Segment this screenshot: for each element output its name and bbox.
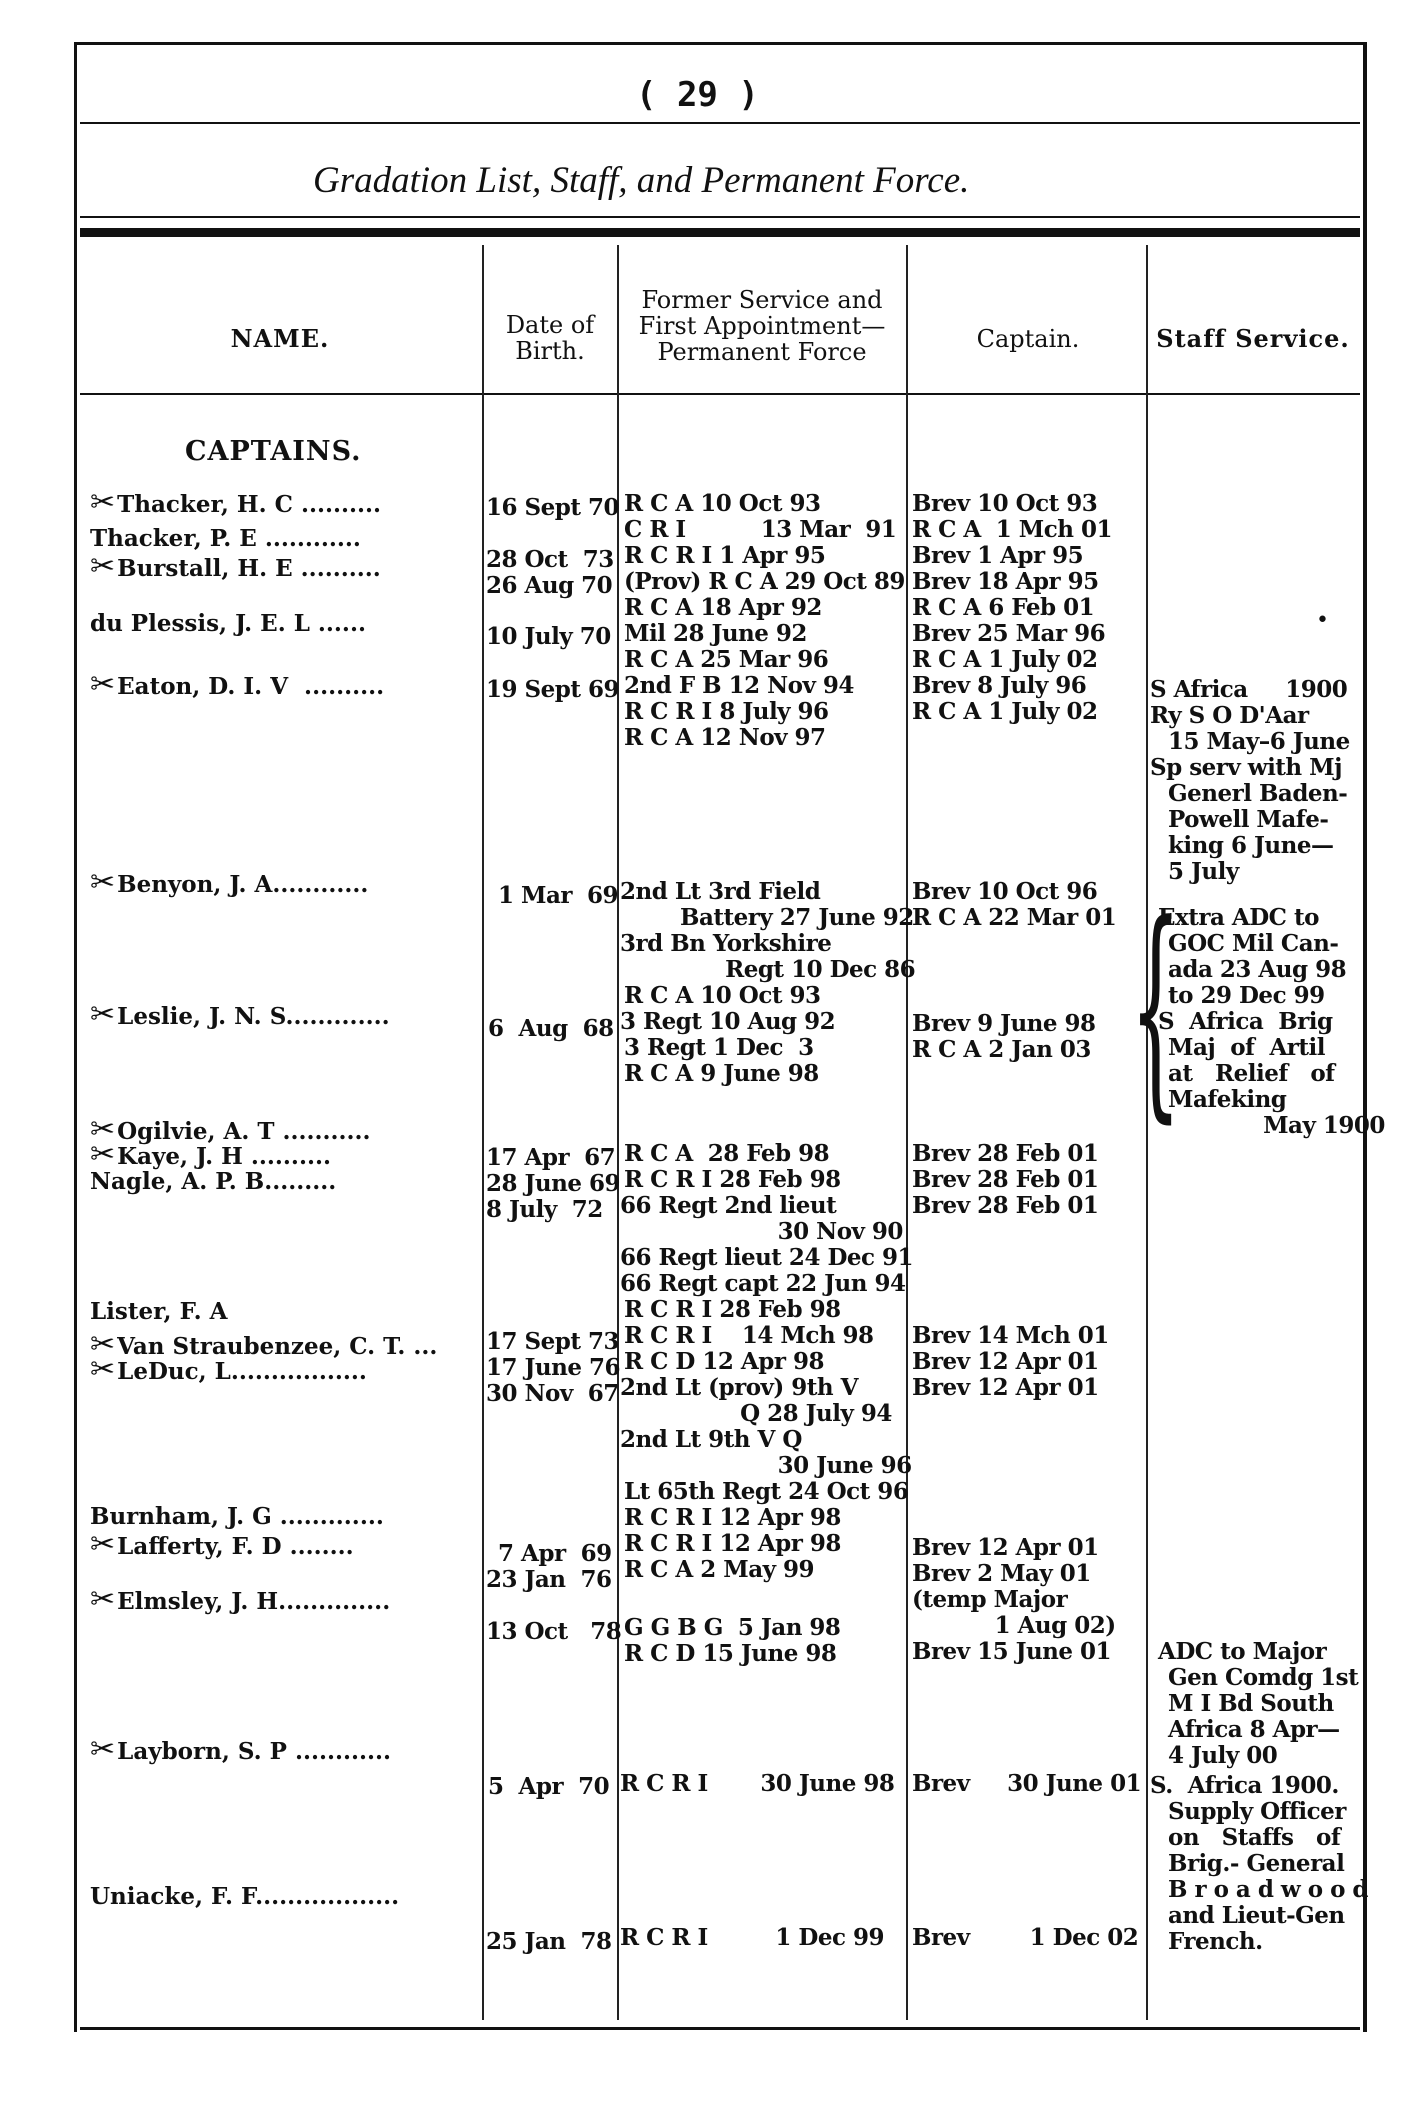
list-item xyxy=(90,485,382,520)
scissors-icon: ✂ xyxy=(90,1352,116,1387)
former-service-line: R C D 12 Apr 98 xyxy=(624,1348,824,1375)
staff-service-line: Powell Mafe- xyxy=(1168,806,1329,833)
former-service-line: 66 Regt 2nd lieut xyxy=(620,1192,837,1219)
officer-name: Lister, F. A xyxy=(90,1298,228,1325)
staff-service-line: 4 July 00 xyxy=(1168,1742,1278,1769)
list-item xyxy=(90,1352,367,1387)
captain-line: Brev 1 Dec 02 xyxy=(912,1924,1139,1951)
subtitle-thick-rule xyxy=(80,228,1360,237)
staff-service-line: May 1900 xyxy=(1158,1112,1385,1139)
captain-line: (temp Major xyxy=(912,1586,1068,1613)
former-service-line: R C A 18 Apr 92 xyxy=(624,594,822,621)
bullet-mark: • xyxy=(1316,608,1329,633)
captain-line: Brev 15 June 01 xyxy=(912,1638,1112,1665)
scissors-icon: ✂ xyxy=(90,1327,116,1362)
captain-line: R C A 22 Mar 01 xyxy=(912,904,1117,931)
birth-date: 10 July 70 xyxy=(486,623,611,650)
birth-date: 19 Sept 69 xyxy=(486,676,619,703)
staff-service-line: to 29 Dec 99 xyxy=(1168,982,1325,1009)
list-item xyxy=(90,997,390,1032)
captain-line: R C A 1 July 02 xyxy=(912,698,1098,725)
birth-date: 1 Mar 69 xyxy=(498,882,619,909)
staff-service-line: French. xyxy=(1168,1928,1263,1955)
birth-date: 23 Jan 76 xyxy=(486,1566,612,1593)
officer-name: Kaye, J. H xyxy=(117,1143,243,1170)
staff-service-line: ada 23 Aug 98 xyxy=(1168,956,1347,983)
page-subtitle: Gradation List, Staff, and Permanent Force. xyxy=(313,160,970,201)
former-service-line: R C D 15 June 98 xyxy=(624,1640,837,1667)
captain-line: Brev 8 July 96 xyxy=(912,672,1087,699)
staff-service-line: at Relief of xyxy=(1168,1060,1335,1087)
group-brace: { xyxy=(1130,876,1182,1143)
captain-line: R C A 1 Mch 01 xyxy=(912,516,1113,543)
officer-name: Layborn, S. P xyxy=(117,1738,287,1765)
dot-leader: .............. xyxy=(278,1588,391,1615)
dot-leader: ...... xyxy=(309,610,366,637)
dot-leader: ........ xyxy=(281,1533,354,1560)
staff-service-line: Extra ADC to xyxy=(1158,904,1319,931)
birth-date: 13 Oct 78 xyxy=(486,1618,622,1645)
officer-name: Eaton, D. I. V xyxy=(117,673,289,700)
scissors-icon: ✂ xyxy=(90,865,116,900)
staff-service-line: 5 July xyxy=(1168,858,1239,885)
header-name: NAME. xyxy=(230,324,330,353)
captain-line: R C A 1 July 02 xyxy=(912,646,1098,673)
former-service-line: R C R I 14 Mch 98 xyxy=(624,1322,874,1349)
captain-line: 1 Aug 02) xyxy=(912,1612,1116,1639)
officer-name: Uniacke, F. F xyxy=(90,1883,256,1910)
dot-leader: ... xyxy=(405,1333,438,1360)
former-service-line: R C R I 28 Feb 98 xyxy=(624,1296,841,1323)
dot-leader: ............ xyxy=(272,871,369,898)
staff-service-line: M I Bd South xyxy=(1168,1690,1334,1717)
staff-service-line: S Africa 1900 xyxy=(1150,676,1348,703)
former-service-line: R C R I 1 Apr 95 xyxy=(624,542,826,569)
former-service-line: Q 28 July 94 xyxy=(620,1400,892,1427)
dot-leader: .......... xyxy=(242,1143,331,1170)
staff-service-line: Africa 8 Apr— xyxy=(1168,1716,1340,1743)
dot-leader: ................. xyxy=(230,1358,367,1385)
birth-date: 28 Oct 73 xyxy=(486,546,614,573)
former-service-line: R C R I 12 Apr 98 xyxy=(624,1530,841,1557)
list-item xyxy=(90,1732,392,1767)
scissors-icon: ✂ xyxy=(90,1582,116,1617)
captain-line: Brev 28 Feb 01 xyxy=(912,1140,1099,1167)
scissors-icon: ✂ xyxy=(90,485,116,520)
birth-date: 5 Apr 70 xyxy=(488,1773,610,1800)
officer-name: Thacker, P. E xyxy=(90,525,257,552)
officer-name: Elmsley, J. H xyxy=(117,1588,279,1615)
former-service-line: 2nd Lt 9th V Q xyxy=(620,1426,802,1453)
former-service-line: 2nd Lt (prov) 9th V xyxy=(620,1374,858,1401)
officer-name: Ogilvie, A. T xyxy=(117,1118,275,1145)
captain-line: Brev 2 May 01 xyxy=(912,1560,1091,1587)
list-item xyxy=(90,1505,384,1528)
subtitle-thin-rule xyxy=(80,216,1360,218)
staff-service-line: Maj of Artil xyxy=(1168,1034,1326,1061)
officer-name: Burnham, J. G xyxy=(90,1503,272,1530)
captain-line: Brev 10 Oct 93 xyxy=(912,490,1098,517)
list-item xyxy=(90,612,366,635)
list-item xyxy=(90,1300,227,1323)
former-service-line: C R I 13 Mar 91 xyxy=(624,516,897,543)
scissors-icon: ✂ xyxy=(90,1112,116,1147)
captain-line: Brev 28 Feb 01 xyxy=(912,1192,1099,1219)
captain-line: Brev 12 Apr 01 xyxy=(912,1534,1099,1561)
officer-name: Van Straubenzee, C. T. xyxy=(117,1333,406,1360)
scissors-icon: ✂ xyxy=(90,549,116,584)
list-item xyxy=(90,1527,354,1562)
column-header-rule xyxy=(80,393,1360,395)
list-item xyxy=(90,1170,336,1193)
scissors-icon: ✂ xyxy=(90,1732,116,1767)
former-service-line: R C A 2 May 99 xyxy=(624,1556,815,1583)
former-service-line: R C R I 30 June 98 xyxy=(620,1770,895,1797)
dot-leader: ............. xyxy=(285,1003,390,1030)
dot-leader: ......... xyxy=(264,1168,337,1195)
staff-service-line: on Staffs of xyxy=(1168,1824,1341,1851)
staff-service-line: and Lieut-Gen xyxy=(1168,1902,1345,1929)
former-service-line: R C R I 28 Feb 98 xyxy=(624,1166,841,1193)
list-item xyxy=(90,865,369,900)
former-service-line: 2nd F B 12 Nov 94 xyxy=(624,672,854,699)
header-rule xyxy=(80,122,1360,124)
scissors-icon: ✂ xyxy=(90,997,116,1032)
officer-name: du Plessis, J. E. L xyxy=(90,610,310,637)
list-item xyxy=(90,1582,391,1617)
former-service-line: G G B G 5 Jan 98 xyxy=(624,1614,841,1641)
officer-name: Lafferty, F. D xyxy=(117,1533,282,1560)
dot-leader: ............ xyxy=(256,525,361,552)
birth-date: 30 Nov 67 xyxy=(486,1380,619,1407)
section-title: CAPTAINS. xyxy=(185,436,362,467)
former-service-line: R C A 28 Feb 98 xyxy=(624,1140,830,1167)
staff-service-line: Ry S O D'Aar xyxy=(1150,702,1309,729)
captain-line: R C A 2 Jan 03 xyxy=(912,1036,1091,1063)
scissors-icon: ✂ xyxy=(90,1527,116,1562)
scissors-icon: ✂ xyxy=(90,1137,116,1172)
former-service-line: 2nd Lt 3rd Field xyxy=(620,878,821,905)
scissors-icon: ✂ xyxy=(90,667,116,702)
list-item xyxy=(90,527,361,550)
captain-line: Brev 30 June 01 xyxy=(912,1770,1142,1797)
dot-leader: .......... xyxy=(288,673,385,700)
former-service-line: 3rd Bn Yorkshire xyxy=(620,930,832,957)
staff-service-line: Supply Officer xyxy=(1168,1798,1346,1825)
former-service-line: R C A 9 June 98 xyxy=(624,1060,819,1087)
captain-line: Brev 9 June 98 xyxy=(912,1010,1096,1037)
list-item xyxy=(90,549,381,584)
birth-date: 6 Aug 68 xyxy=(488,1015,614,1042)
page-number: ( 29 ) xyxy=(636,75,759,115)
staff-service-line: S. Africa 1900. xyxy=(1150,1772,1339,1799)
header-former-service: Former Service and First Appointment— Permanent Force xyxy=(638,286,886,366)
captain-line: Brev 12 Apr 01 xyxy=(912,1348,1099,1375)
birth-date: 17 Apr 67 xyxy=(486,1144,616,1171)
former-service-line: R C R I 8 July 96 xyxy=(624,698,829,725)
former-service-line: R C A 10 Oct 93 xyxy=(624,490,821,517)
header-captain: Captain. xyxy=(976,325,1080,353)
birth-date: 25 Jan 78 xyxy=(486,1928,612,1955)
birth-date: 17 Sept 73 xyxy=(486,1328,619,1355)
officer-name: Leslie, J. N. S xyxy=(117,1003,286,1030)
list-item xyxy=(90,1885,399,1908)
captain-line: Brev 18 Apr 95 xyxy=(912,568,1099,595)
staff-service-line: ADC to Major xyxy=(1158,1638,1327,1665)
captain-line: Brev 1 Apr 95 xyxy=(912,542,1084,569)
birth-date: 17 June 76 xyxy=(486,1354,620,1381)
captain-line: Brev 25 Mar 96 xyxy=(912,620,1106,647)
former-service-line: R C A 10 Oct 93 xyxy=(624,982,821,1009)
header-staff-service: Staff Service. xyxy=(1156,324,1350,353)
staff-service-line: B r o a d w o o d xyxy=(1168,1876,1369,1903)
captain-line: Brev 28 Feb 01 xyxy=(912,1166,1099,1193)
former-service-line: 30 Nov 90 xyxy=(620,1218,903,1245)
captain-line: Brev 12 Apr 01 xyxy=(912,1374,1099,1401)
captain-line: Brev 10 Oct 96 xyxy=(912,878,1098,905)
column-divider xyxy=(482,245,484,2020)
staff-service-line: Generl Baden- xyxy=(1168,780,1348,807)
birth-date: 8 July 72 xyxy=(486,1196,603,1223)
list-item xyxy=(90,667,385,702)
staff-service-line: S Africa Brig xyxy=(1158,1008,1333,1035)
former-service-line: 66 Regt capt 22 Jun 94 xyxy=(620,1270,906,1297)
former-service-line: 3 Regt 1 Dec 3 xyxy=(624,1034,814,1061)
staff-service-line: king 6 June— xyxy=(1168,832,1334,859)
birth-date: 7 Apr 69 xyxy=(498,1540,612,1567)
former-service-line: 66 Regt lieut 24 Dec 91 xyxy=(620,1244,914,1271)
staff-service-line: Gen Comdg 1st xyxy=(1168,1664,1359,1691)
former-service-line: 3 Regt 10 Aug 92 xyxy=(620,1008,836,1035)
staff-service-line: Brig.- General xyxy=(1168,1850,1345,1877)
birth-date: 26 Aug 70 xyxy=(486,572,613,599)
former-service-line: 30 June 96 xyxy=(620,1452,912,1479)
former-service-line: Mil 28 June 92 xyxy=(624,620,807,647)
staff-service-line: 15 May–6 June xyxy=(1168,728,1350,755)
birth-date: 28 June 69 xyxy=(486,1170,620,1197)
former-service-line: (Prov) R C A 29 Oct 89 xyxy=(624,568,905,595)
column-divider xyxy=(906,245,908,2020)
header-birth: Date of Birth. xyxy=(505,311,595,365)
officer-name: Nagle, A. P. B xyxy=(90,1168,265,1195)
former-service-line: R C A 12 Nov 97 xyxy=(624,724,826,751)
officer-name: Benyon, J. A xyxy=(117,871,273,898)
birth-date: 16 Sept 70 xyxy=(486,494,619,521)
former-service-line: Battery 27 June 92 xyxy=(620,904,914,931)
officer-name: Burstall, H. E xyxy=(117,555,293,582)
former-service-line: Regt 10 Dec 86 xyxy=(620,956,916,983)
former-service-line: R C R I 1 Dec 99 xyxy=(620,1924,884,1951)
officer-name: Thacker, H. C xyxy=(117,491,293,518)
bottom-rule xyxy=(80,2027,1360,2030)
staff-service-line: Mafeking xyxy=(1168,1086,1287,1113)
staff-service-line: GOC Mil Can- xyxy=(1168,930,1339,957)
staff-service-line: Sp serv with Mj xyxy=(1150,754,1342,781)
former-service-line: R C A 25 Mar 96 xyxy=(624,646,829,673)
list-item xyxy=(90,1137,331,1172)
dot-leader: .................. xyxy=(255,1883,400,1910)
dot-leader: ............ xyxy=(286,1738,392,1765)
dot-leader: ........... xyxy=(274,1118,371,1145)
officer-name: LeDuc, L xyxy=(117,1358,231,1385)
dot-leader: ............. xyxy=(271,1503,384,1530)
dot-leader: .......... xyxy=(292,555,381,582)
former-service-line: R C R I 12 Apr 98 xyxy=(624,1504,841,1531)
former-service-line: Lt 65th Regt 24 Oct 96 xyxy=(624,1478,909,1505)
captain-line: R C A 6 Feb 01 xyxy=(912,594,1095,621)
dot-leader: .......... xyxy=(292,491,382,518)
top-rule xyxy=(74,42,1364,45)
captain-line: Brev 14 Mch 01 xyxy=(912,1322,1109,1349)
